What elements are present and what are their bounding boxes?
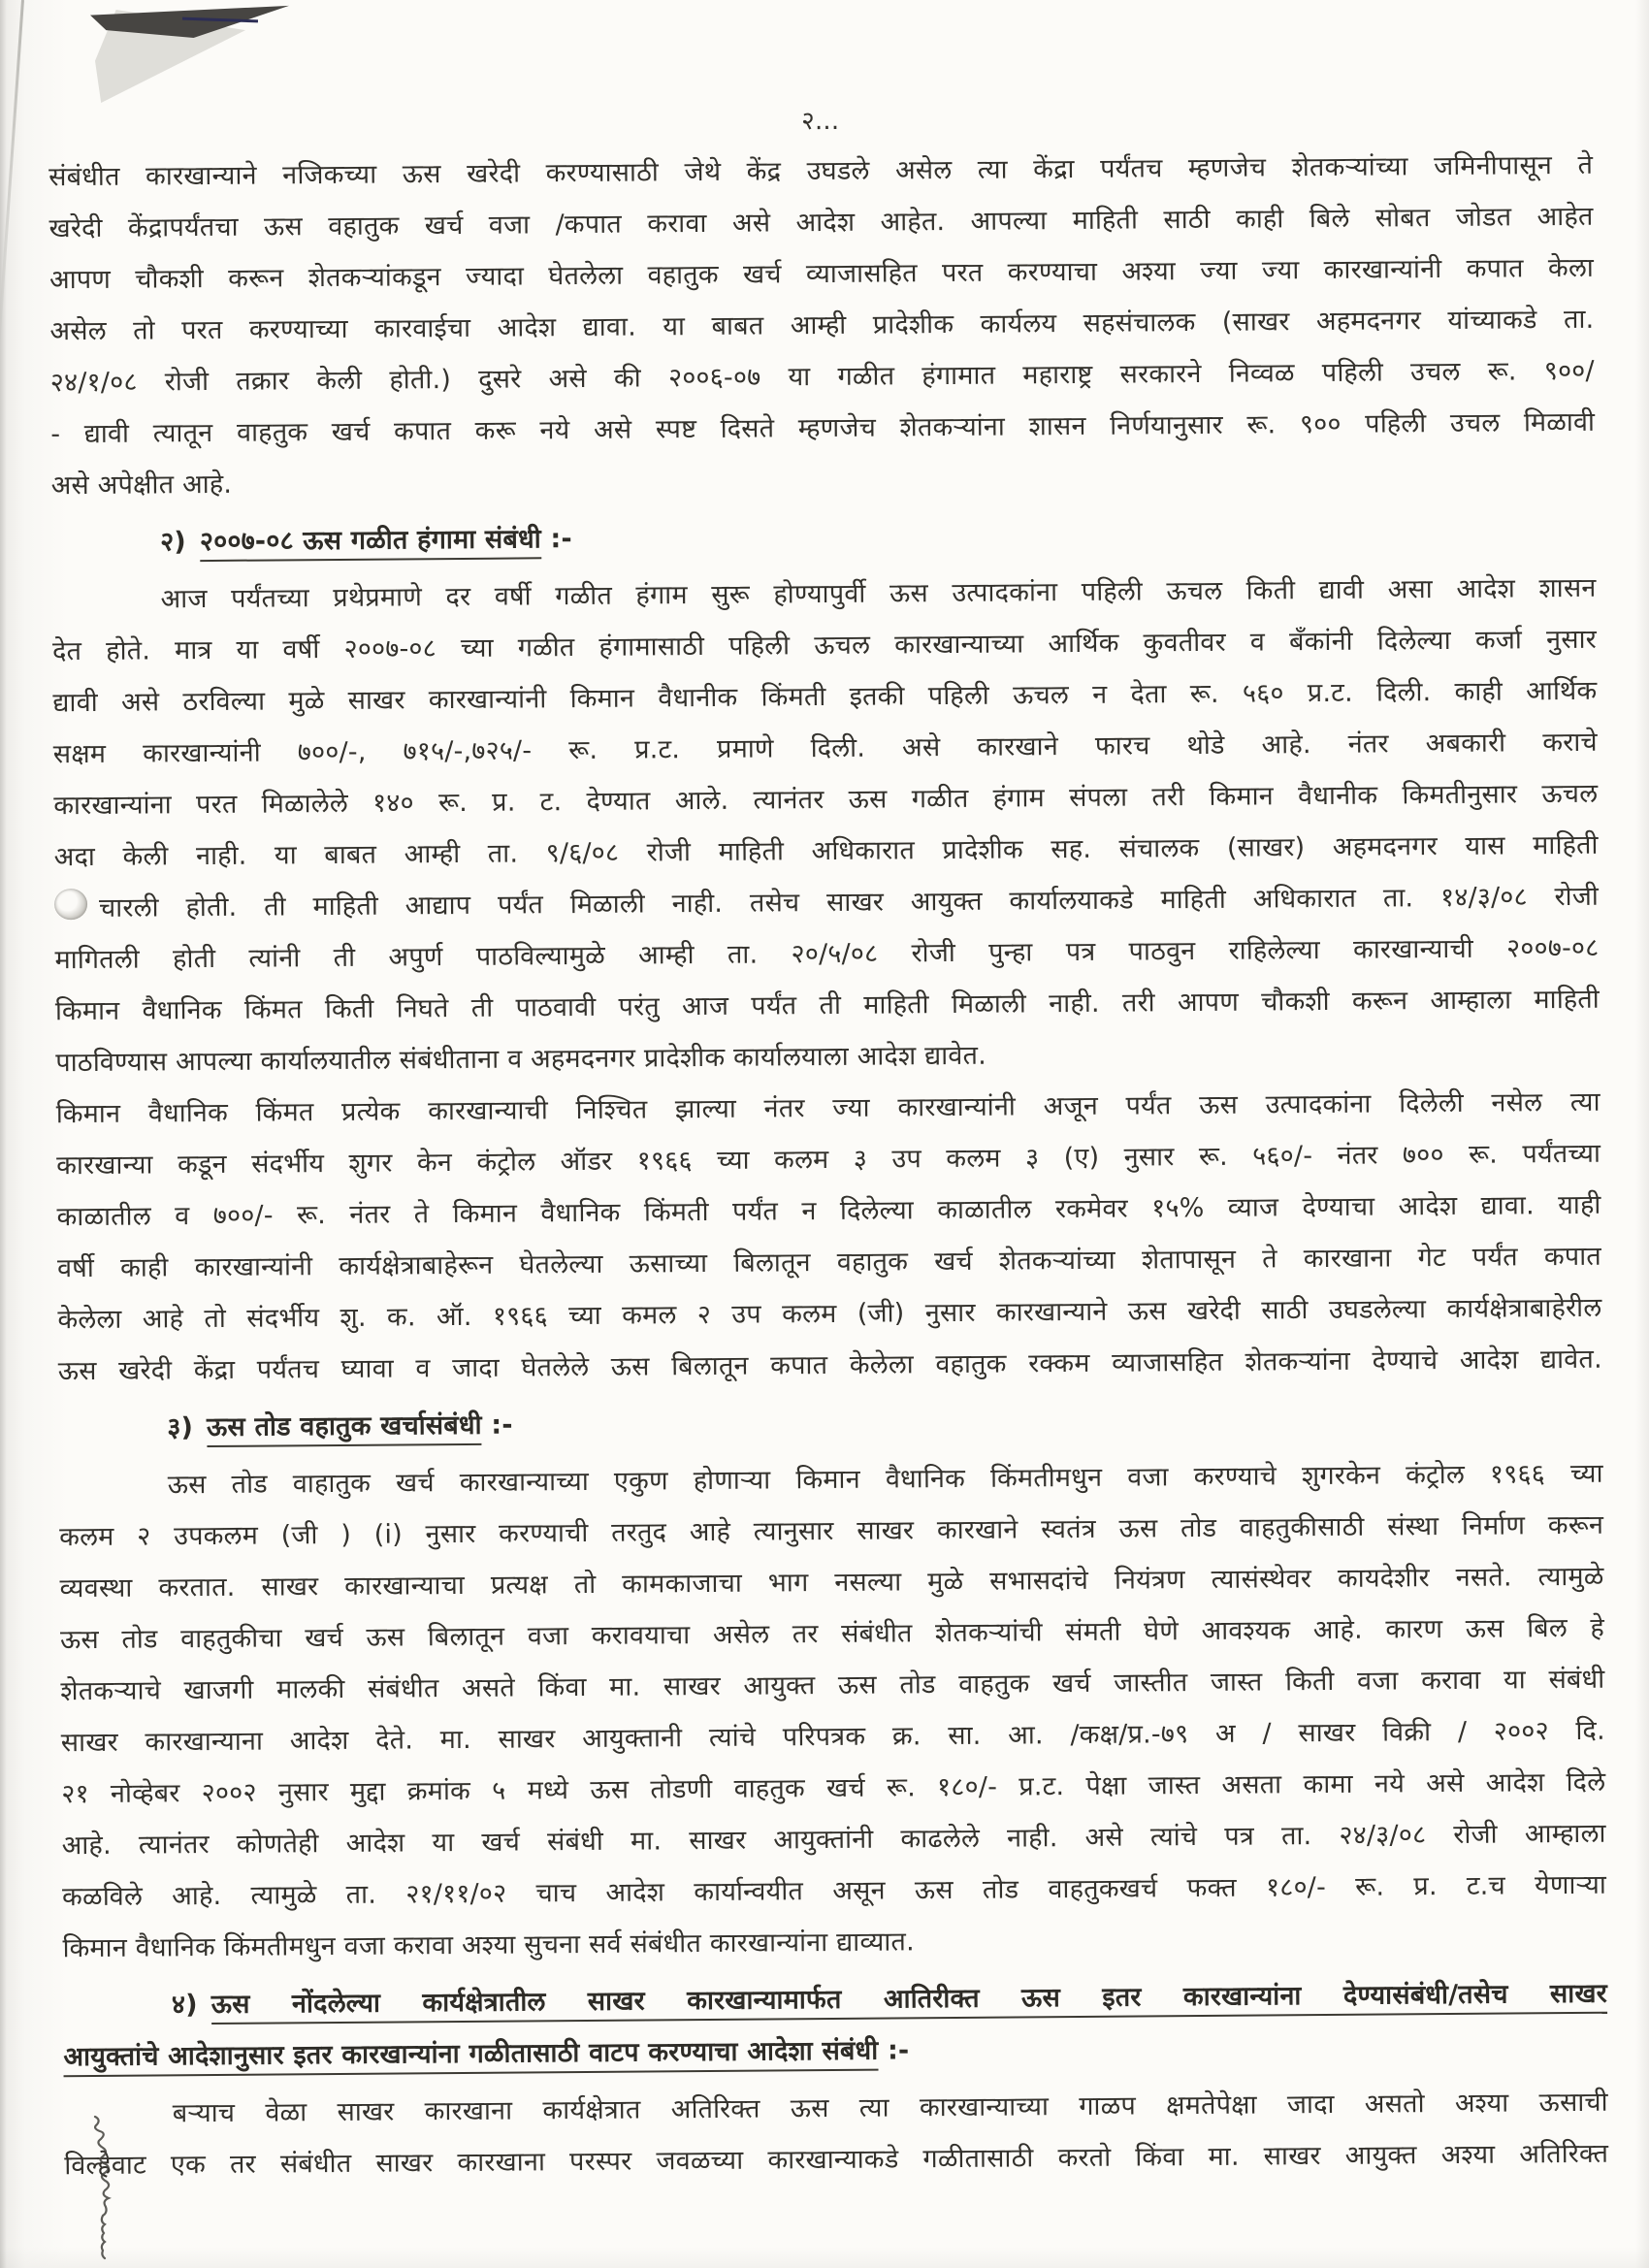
text-line: पाठविण्यास आपल्या कार्यालयातील संबंधीताना व अहमदनगर प्रादेशीक कार्यालयाला आदेश द्यावेत.: [55, 1040, 987, 1079]
text-line: - द्यावी त्यातून वाहतुक खर्च कपात करू नये असे स्पष्ट दिसते म्हणजेच शेतकऱ्यांना शासन निर्णयानुसार रू. ९०० पहिली उचल मिळावी: [50, 406, 1596, 450]
text-line: २४/१/०८ रोजी तक्रार केली होती.) दुसरे असे की २००६-०७ या गळीत हंगामात महाराष्ट्र सरकारने निव्वळ पहिली उचल रू. ९००/: [49, 355, 1595, 399]
text-line: आज पर्यंतच्या प्रथेप्रमाणे दर वर्षी गळीत हंगाम सुरू होण्यापुर्वी ऊस उत्पादकांना पहिली ऊचल किती द्यावी असा आदेश शासन: [160, 572, 1597, 615]
text-line: व्यवस्था करतात. साखर कारखान्याचा प्रत्यक्ष तो कामकाजाचा भाग नसल्या मुळे सभासदांचे नियंत्रण त्यासंस्थेवर कायदेशीर नसते. त्यामुळे: [59, 1561, 1604, 1604]
text-line: ऊस तोड वाहतुकीचा खर्च ऊस बिलातून वजा करावयाचा असेल तर संबंधीत शेतकऱ्यांची संमती घेणे आवश्यक आहे. कारण ऊस बिल हे: [59, 1612, 1605, 1656]
text-line: २१ नोव्हेबर २००२ नुसार मुद्दा क्रमांक ५ मध्ये ऊस तोडणी वाहतुक खर्च रू. १८०/- प्र.ट. पेक्षा जास्त असता कामा नये असे आदेश दिले: [61, 1766, 1606, 1810]
section-3-title: ऊस तोड वहातुक खर्चासंबंधी: [207, 1410, 482, 1447]
text-line: आपण चौकशी करून शेतकऱ्यांकडून ज्यादा घेतलेला वहातुक खर्च व्याजासहित परत करण्याचा अश्या ज्या ज्या कारखान्यांनी कपात केला: [48, 252, 1595, 296]
text-line: असे अपेक्षीत आहे.: [50, 469, 233, 502]
section-4-heading: [63, 1968, 1608, 2084]
text-line: सक्षम कारखान्यांनी ७००/-, ७१५/-,७२५/- रू. प्र.ट. प्रमाणे दिली. असे कारखाने फारच थोडे आहे. नंतर अबकारी कराचे: [52, 727, 1598, 770]
text-line: बऱ्याच वेळा साखर कारखाना कार्यक्षेत्रात अतिरिक्त ऊस त्या कारखान्याच्या गाळप क्षमतेपेक्षा जादा असतो अश्या ऊसाची: [172, 2087, 1608, 2129]
text-line: आहे. त्यानंतर कोणतेही आदेश या खर्च संबंधी मा. साखर आयुक्तांनी काढलेले नाही. असे त्यांचे पत्र ता. २४/३/०८ रोजी आम्हाला: [61, 1818, 1606, 1862]
text-line: किमान वैधानिक किंमतीमधुन वजा करावा अश्या सुचना सर्व संबंधीत कारखान्यांना द्याव्यात.: [62, 1927, 915, 1964]
intro-paragraph: [48, 140, 1596, 511]
text-line: किमान वैधानिक किंमत किती निघते ती पाठवावी परंतु आज पर्यंत ती माहिती मिळाली नाही. तरी आपण चौकशी करून आम्हाला माहिती: [54, 984, 1600, 1027]
text-line: मागितली होती त्यांनी ती अपुर्ण पाठविल्यामुळे आम्ही ता. २०/५/०८ रोजी पुन्हा पत्र पाठवुन राहिलेल्या कारखान्याची २००७-०८: [54, 932, 1600, 976]
text-line: केलेला आहे तो संदर्भीय शु. क. ऑ. १९६६ च्या कमल २ उप कलम (जी) नुसार कारखान्याने ऊस खरेदी साठी उघडलेल्या कार्यक्षेत्राबाहेरील: [57, 1292, 1602, 1336]
text-line: कळविले आहे. त्यामुळे ता. २१/११/०२ चाच आदेश कार्यान्वयीत असून ऊस तोड वाहतुकखर्च फक्त १८०/- रू. प्र. ट.च येणाऱ्या: [61, 1869, 1607, 1913]
text-line: कलम २ उपकलम (जी ) (i) नुसार करण्याची तरतुद आहे त्यानुसार साखर कारखाने स्वतंत्र ऊस तोड वाहतुकीसाठी संस्था निर्माण करून: [59, 1509, 1604, 1553]
section-2-heading: [51, 505, 1596, 569]
text-line: किमान वैधानिक किंमत प्रत्येक कारखान्याची निश्चित झाल्या नंतर ज्या कारखान्यांनी अजून पर्यंत ऊस उत्पादकांना दिलेली नसेल त्या: [55, 1086, 1600, 1130]
section-4-title-line-2: आयुक्तांचे आदेशानुसार इतर कारखान्यांना गळीतासाठी वाटप करण्याचा आदेशा संबंधी: [63, 2036, 878, 2078]
text-line: ऊस खरेदी केंद्रा पर्यंतच घ्यावा व जादा घेतलेले ऊस बिलातून कपात केलेला वहातुक रक्कम व्याजासहित शेतकऱ्यांना देण्याचे आदेश द्यावेत.: [57, 1344, 1602, 1387]
section-3-paragraph-1: [59, 1448, 1607, 1974]
text-line: काळातील व ७००/- रू. नंतर ते किमान वैधानिक किंमती पर्यंत न दिलेल्या काळातील रकमेवर १५% व्याज देण्याचा आदेश द्यावा. याही: [56, 1189, 1601, 1233]
section-4-heading-line-2: [63, 2020, 1607, 2084]
text-line: देत होते. मात्र या वर्षी २००७-०८ च्या गळीत हंगामासाठी पहिली ऊचल कारखान्याच्या आर्थिक कुवतीवर व बँकांनी दिलेल्या कर्जा नुसार: [51, 624, 1598, 667]
section-4-number: ४): [171, 1990, 198, 2021]
text-line: कारखान्या कडून संदर्भीय शुगर केन कंट्रोल ऑडर १९६६ च्या कलम ३ उप कलम ३ (ए) नुसार रू. ५६०/- नंतर ७०० रू. पर्यंतच्या: [56, 1138, 1601, 1182]
ink-scribble-artifact: [81, 2113, 114, 2264]
section-3-number: ३): [167, 1412, 194, 1443]
text-line: अदा केली नाही. या बाबत आम्ही ता. ९/६/०८ रोजी माहिती अधिकारात प्रादेशीक सह. संचालक (साखर) अहमदनगर यास माहिती: [53, 829, 1599, 873]
document-body: [48, 91, 1609, 2191]
text-line: शेतकऱ्याचे खाजगी मालकी संबंधीत असते किंवा मा. साखर आयुक्त ऊस तोड वाहतुक खर्च जास्तीत जास्त किती वजा करावा या संबंधी: [60, 1664, 1605, 1707]
text-line: द्यावी असे ठरविल्या मुळे साखर कारखान्यांनी किमान वैधानीक किंमती इतकी पहिली ऊचल न देता रू. ५६० प्र.ट. दिली. काही आर्थिक: [52, 675, 1598, 719]
text-line: साखर कारखान्याना आदेश देते. मा. साखर आयुक्तानी त्यांचे परिपत्रक क्र. सा. आ. /कक्ष/प्र.-७९ अ / साखर विक्री / २००२ दि.: [60, 1715, 1605, 1759]
section-4-title-suffix: :-: [878, 2035, 910, 2066]
page-number: २...: [801, 106, 840, 137]
text-line: संबंधीत कारखान्याने नजिकच्या ऊस खरेदी करण्यासाठी जेथे केंद्र उघडले असेल त्या केंद्रा पर्यंतच म्हणजेच शेतकऱ्यांच्या जमिनीपासून ते: [48, 149, 1594, 193]
section-3-title-suffix: :-: [481, 1409, 513, 1441]
paper-crease-artifact: [0, 0, 24, 436]
section-2-number: २): [160, 527, 187, 558]
text-line-content: चारली होती. ती माहिती आद्याप पर्यंत मिळाली नाही. तसेच साखर आयुक्त कार्यालयाकडे माहिती अधिकारात ता. १४/३/०८ रोजी: [98, 881, 1600, 923]
punch-hole-artifact: [54, 889, 87, 920]
section-2-title-suffix: :-: [540, 524, 572, 555]
text-line: कारखान्यांना परत मिळालेले १४० रू. प्र. ट. देण्यात आले. त्यानंतर ऊस गळीत हंगाम संपला तरी किमान वैधानीक किमतीनुसार ऊचल: [53, 778, 1599, 822]
section-2-title: २००७-०८ ऊस गळीत हंगामा संबंधी: [200, 524, 541, 562]
text-line: विल्हेवाट एक तर संबंधीत साखर कारखाना परस्पर जवळच्या कारखान्याकडे गळीतासाठी करतो किंवा मा. साखर आयुक्त अश्या अतिरिक्त: [64, 2138, 1609, 2182]
section-2-paragraph-2: [56, 1077, 1602, 1397]
text-line: वर्षी काही कारखान्यांनी कार्यक्षेत्राबाहेरून घेतलेल्या ऊसाच्या बिलातून वहातुक खर्च शेतकऱ्यांच्या शेतापासून ते कारखाना गेट पर्यंत कपात: [56, 1241, 1602, 1284]
text-line: ऊस तोड वाहातुक खर्च कारखान्याच्या एकुण होणाऱ्या किमान वैधानिक किंमतीमधुन वजा करण्याचे शुगरकेन कंट्रोल १९६६ च्या: [167, 1458, 1603, 1501]
section-3-heading: [58, 1391, 1602, 1455]
section-2-paragraph-1: [51, 563, 1600, 1088]
section-4-paragraph-1: [64, 2077, 1609, 2192]
text-line: खरेदी केंद्रापर्यंतचा ऊस वहातुक खर्च वजा /कपात करावा असे आदेश आहेत. आपल्या माहिती साठी काही बिले सोबत जोडत आहेत: [48, 201, 1594, 244]
text-line: असेल तो परत करण्याच्या कारवाईचा आदेश द्यावा. या बाबत आम्ही प्रादेशीक कार्यलय सहसंचालक (साखर अहमदनगर यांच्याकडे ता.: [49, 304, 1595, 347]
section-4-title-line-1: ऊस नोंदलेल्या कार्यक्षेत्रातील साखर कारखान्यामार्फत आतिरीक्त ऊस इतर कारखान्यांना देण्यासंबंधी/तसेच साखर: [211, 1979, 1607, 2025]
